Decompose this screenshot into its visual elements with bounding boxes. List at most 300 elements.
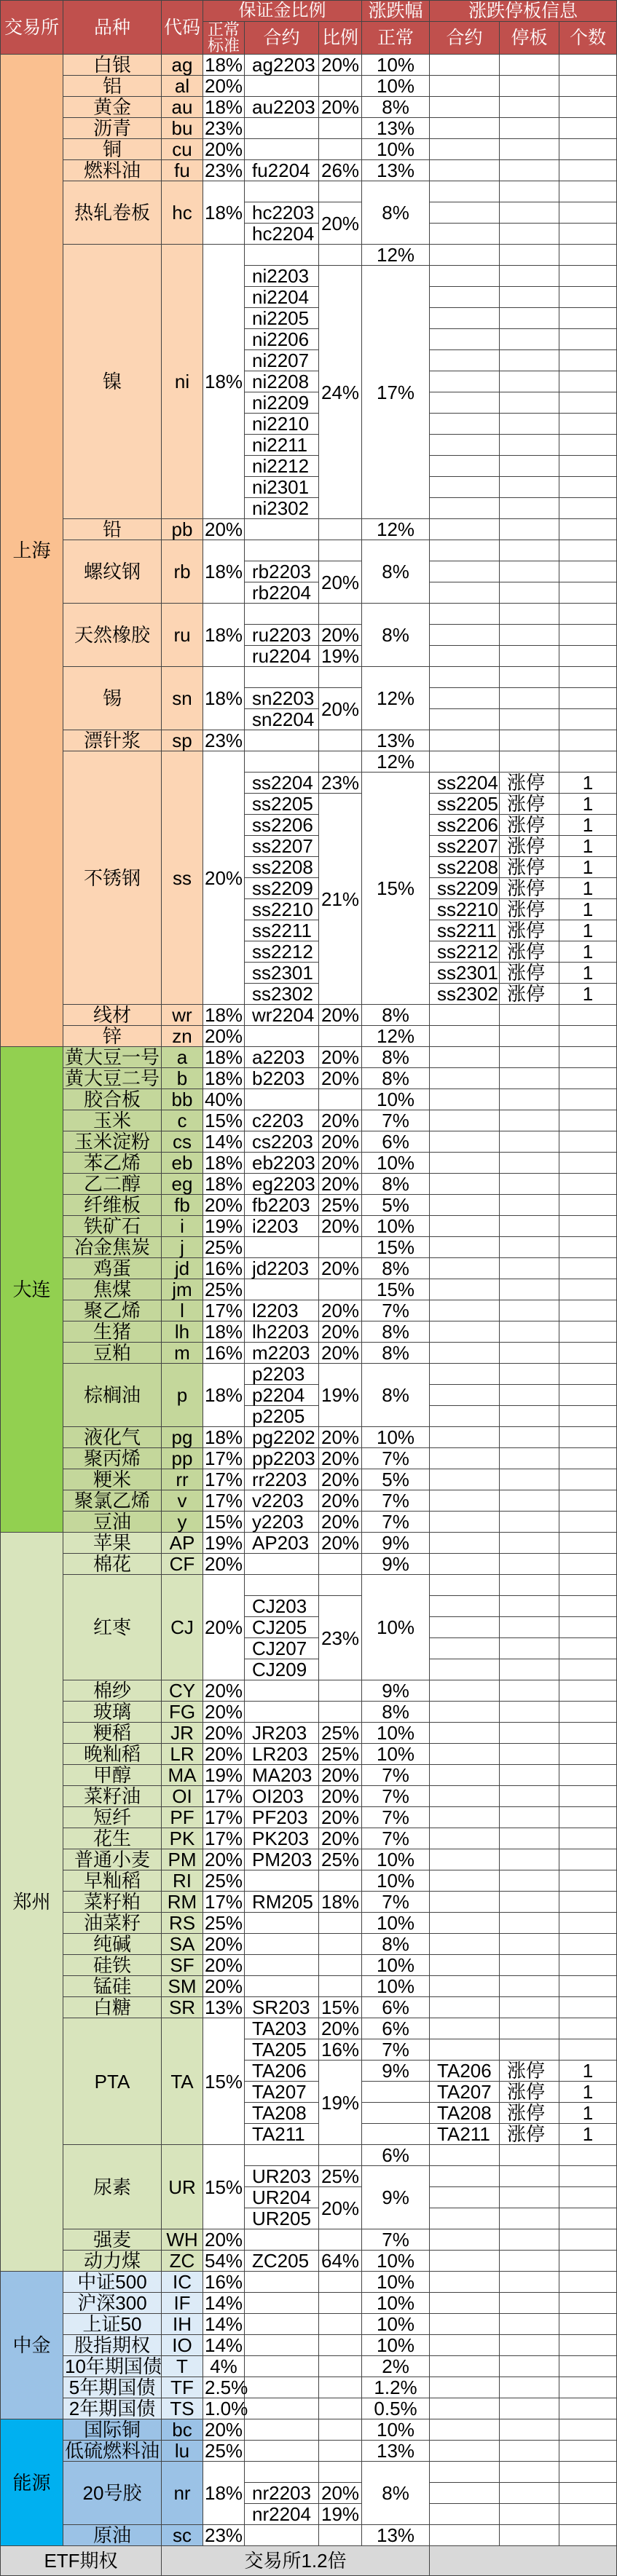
stop-type: 涨停 bbox=[500, 984, 559, 1005]
margin-normal: 17% bbox=[203, 1807, 245, 1828]
variety-name: 黄大豆一号 bbox=[63, 1047, 162, 1068]
limit-normal: 17% bbox=[362, 266, 430, 519]
limit-normal: 10% bbox=[362, 1153, 430, 1174]
stop-count: 1 bbox=[559, 984, 617, 1005]
margin-normal: 23% bbox=[203, 2525, 245, 2546]
stop-count bbox=[559, 1279, 617, 1300]
limit-normal: 15% bbox=[362, 1279, 430, 1300]
margin-normal: 25% bbox=[203, 1913, 245, 1934]
stop-type bbox=[500, 266, 559, 287]
stop-count bbox=[559, 1469, 617, 1490]
contract-cell: UR205 bbox=[245, 2208, 319, 2229]
stop-contract bbox=[430, 1765, 500, 1786]
stop-count bbox=[559, 1258, 617, 1279]
contract-cell: wr2204 bbox=[245, 1005, 319, 1026]
header-limit-normal: 正常 bbox=[362, 22, 430, 55]
variety-code: fb bbox=[162, 1195, 203, 1216]
variety-name: 棉花 bbox=[63, 1554, 162, 1575]
stop-contract bbox=[430, 2419, 500, 2441]
margin-normal: 18% bbox=[203, 1364, 245, 1427]
stop-count: 1 bbox=[559, 941, 617, 963]
limit-normal: 10% bbox=[362, 2293, 430, 2314]
margin-normal: 15% bbox=[203, 1512, 245, 1533]
contract-cell bbox=[245, 1680, 319, 1702]
table-row bbox=[1, 76, 617, 97]
margin-normal: 20% bbox=[203, 1575, 245, 1680]
stop-count bbox=[559, 1976, 617, 1997]
limit-normal bbox=[362, 2103, 430, 2124]
contract-cell: AP203 bbox=[245, 1533, 319, 1554]
ratio-cell bbox=[319, 604, 362, 625]
stop-type bbox=[500, 477, 559, 498]
stop-contract bbox=[430, 245, 500, 266]
variety-code: ni bbox=[162, 245, 203, 519]
variety-name: 白糖 bbox=[63, 1997, 162, 2018]
ratio-cell bbox=[319, 751, 362, 773]
stop-count bbox=[559, 688, 617, 709]
stop-count bbox=[559, 709, 617, 730]
stop-type bbox=[500, 76, 559, 97]
stop-count bbox=[559, 1807, 617, 1828]
header-code: 代码 bbox=[162, 1, 203, 55]
stop-contract bbox=[430, 392, 500, 414]
stop-count bbox=[559, 1026, 617, 1047]
stop-type: 涨停 bbox=[500, 2082, 559, 2103]
table-row bbox=[1, 1258, 617, 1279]
contract-cell bbox=[245, 751, 319, 773]
stop-contract bbox=[430, 1617, 500, 1638]
table-row bbox=[1, 1554, 617, 1575]
stop-count bbox=[559, 2525, 617, 2546]
stop-contract bbox=[430, 1237, 500, 1258]
stop-count bbox=[559, 456, 617, 477]
contract-cell bbox=[245, 1955, 319, 1976]
ratio-cell: 20% bbox=[319, 1469, 362, 1490]
variety-code: IO bbox=[162, 2335, 203, 2356]
contract-cell bbox=[245, 667, 319, 688]
variety-code: SA bbox=[162, 1934, 203, 1955]
stop-count bbox=[559, 2377, 617, 2398]
stop-contract bbox=[430, 224, 500, 245]
stop-type bbox=[500, 1680, 559, 1702]
variety-name: 粳稻 bbox=[63, 1723, 162, 1744]
variety-code: zn bbox=[162, 1026, 203, 1047]
stop-contract bbox=[430, 1828, 500, 1849]
ratio-cell bbox=[319, 1976, 362, 1997]
stop-contract bbox=[430, 1068, 500, 1089]
stop-type: 涨停 bbox=[500, 920, 559, 941]
stop-count bbox=[559, 329, 617, 350]
ratio-cell: 20% bbox=[319, 1047, 362, 1068]
stop-contract bbox=[430, 118, 500, 139]
limit-normal: 8% bbox=[362, 1005, 430, 1026]
ratio-cell bbox=[319, 2314, 362, 2335]
stop-contract bbox=[430, 1659, 500, 1680]
variety-code: c bbox=[162, 1110, 203, 1131]
table-row bbox=[1, 1448, 617, 1469]
stop-type bbox=[500, 245, 559, 266]
stop-contract: ss2207 bbox=[430, 836, 500, 857]
stop-contract bbox=[430, 1026, 500, 1047]
variety-code: bb bbox=[162, 1089, 203, 1110]
margin-normal: 20% bbox=[203, 519, 245, 540]
limit-normal bbox=[362, 2124, 430, 2145]
stop-count bbox=[559, 2356, 617, 2377]
table-row bbox=[1, 1026, 617, 1047]
stop-contract: ss2206 bbox=[430, 815, 500, 836]
table-row bbox=[1, 2525, 617, 2546]
variety-code: b bbox=[162, 1068, 203, 1089]
stop-count bbox=[559, 1638, 617, 1659]
contract-cell bbox=[245, 1089, 319, 1110]
variety-code: cs bbox=[162, 1131, 203, 1153]
margin-normal: 20% bbox=[203, 139, 245, 160]
margin-normal: 20% bbox=[203, 1723, 245, 1744]
ratio-cell: 20% bbox=[319, 1068, 362, 1089]
stop-type bbox=[500, 2314, 559, 2335]
contract-cell bbox=[245, 540, 319, 561]
contract-cell: eb2203 bbox=[245, 1153, 319, 1174]
stop-type bbox=[500, 582, 559, 604]
ratio-cell: 20% bbox=[319, 2187, 362, 2229]
variety-code: IF bbox=[162, 2293, 203, 2314]
table-row bbox=[1, 1512, 617, 1533]
stop-contract bbox=[430, 2272, 500, 2293]
ratio-cell bbox=[319, 118, 362, 139]
stop-type bbox=[500, 1448, 559, 1469]
stop-contract bbox=[430, 498, 500, 519]
table-row bbox=[1, 1237, 617, 1258]
table-row bbox=[1, 1744, 617, 1765]
limit-normal: 10% bbox=[362, 1849, 430, 1870]
margin-normal: 20% bbox=[203, 1554, 245, 1575]
contract-cell: ss2206 bbox=[245, 815, 319, 836]
variety-name: 聚氯乙烯 bbox=[63, 1490, 162, 1512]
variety-code: fu bbox=[162, 160, 203, 181]
contract-cell: pp2203 bbox=[245, 1448, 319, 1469]
contract-cell: ss2301 bbox=[245, 963, 319, 984]
table-row bbox=[1, 55, 617, 76]
limit-normal: 6% bbox=[362, 2145, 430, 2166]
stop-type bbox=[500, 1786, 559, 1807]
contract-cell: nr2204 bbox=[245, 2504, 319, 2525]
table-row bbox=[1, 1807, 617, 1828]
stop-contract bbox=[430, 1174, 500, 1195]
stop-type: 涨停 bbox=[500, 815, 559, 836]
ratio-cell: 20% bbox=[319, 2483, 362, 2504]
contract-cell: ss2208 bbox=[245, 857, 319, 878]
stop-count bbox=[559, 1110, 617, 1131]
variety-name: 油菜籽 bbox=[63, 1913, 162, 1934]
stop-type bbox=[500, 97, 559, 118]
stop-contract bbox=[430, 646, 500, 667]
stop-count bbox=[559, 139, 617, 160]
stop-contract bbox=[430, 1575, 500, 1596]
stop-type bbox=[500, 1596, 559, 1617]
contract-cell: ni2209 bbox=[245, 392, 319, 414]
table-row bbox=[1, 1216, 617, 1237]
ratio-cell bbox=[319, 1955, 362, 1976]
stop-type bbox=[500, 667, 559, 688]
stop-type bbox=[500, 224, 559, 245]
contract-cell: ag2203 bbox=[245, 55, 319, 76]
contract-cell bbox=[245, 2356, 319, 2377]
contract-cell bbox=[245, 2398, 319, 2419]
variety-name: 上证50 bbox=[63, 2314, 162, 2335]
stop-count bbox=[559, 2018, 617, 2039]
stop-type bbox=[500, 1934, 559, 1955]
limit-normal: 15% bbox=[362, 1237, 430, 1258]
ratio-cell: 20% bbox=[319, 55, 362, 76]
stop-contract bbox=[430, 2145, 500, 2166]
stop-count bbox=[559, 1385, 617, 1406]
variety-name: 2年期国债 bbox=[63, 2398, 162, 2419]
limit-normal: 8% bbox=[362, 1068, 430, 1089]
stop-contract: ss2204 bbox=[430, 773, 500, 794]
stop-type bbox=[500, 1849, 559, 1870]
stop-type bbox=[500, 1068, 559, 1089]
stop-contract bbox=[430, 350, 500, 371]
variety-code: CF bbox=[162, 1554, 203, 1575]
table-row bbox=[1, 2377, 617, 2398]
limit-normal: 10% bbox=[362, 2314, 430, 2335]
ratio-cell bbox=[319, 540, 362, 561]
table-row bbox=[1, 1702, 617, 1723]
contract-cell: ss2212 bbox=[245, 941, 319, 963]
contract-cell bbox=[245, 604, 319, 625]
margin-normal: 23% bbox=[203, 118, 245, 139]
stop-contract bbox=[430, 1279, 500, 1300]
limit-normal: 10% bbox=[362, 1723, 430, 1744]
stop-contract: ss2302 bbox=[430, 984, 500, 1005]
stop-contract: TA207 bbox=[430, 2082, 500, 2103]
limit-normal: 6% bbox=[362, 1997, 430, 2018]
stop-count bbox=[559, 1343, 617, 1364]
margin-normal: 19% bbox=[203, 1765, 245, 1786]
stop-count bbox=[559, 2145, 617, 2166]
limit-normal: 10% bbox=[362, 2335, 430, 2356]
contract-cell bbox=[245, 2377, 319, 2398]
limit-normal: 10% bbox=[362, 2272, 430, 2293]
stop-contract bbox=[430, 2483, 500, 2504]
contract-cell: ni2207 bbox=[245, 350, 319, 371]
ratio-cell bbox=[319, 2272, 362, 2293]
variety-code: jm bbox=[162, 1279, 203, 1300]
variety-code: lh bbox=[162, 1321, 203, 1343]
variety-code: PM bbox=[162, 1849, 203, 1870]
limit-normal: 7% bbox=[362, 1786, 430, 1807]
stop-type bbox=[500, 1997, 559, 2018]
margin-normal: 19% bbox=[203, 1533, 245, 1554]
table-row bbox=[1, 1427, 617, 1448]
variety-name: 10年期国债 bbox=[63, 2356, 162, 2377]
stop-count bbox=[559, 1659, 617, 1680]
contract-cell: TA207 bbox=[245, 2082, 319, 2103]
stop-count bbox=[559, 435, 617, 456]
table-row bbox=[1, 1068, 617, 1089]
stop-contract: ss2208 bbox=[430, 857, 500, 878]
contract-cell: TA206 bbox=[245, 2061, 319, 2082]
table-row bbox=[1, 1955, 617, 1976]
ratio-cell: 20% bbox=[319, 1427, 362, 1448]
limit-normal: 12% bbox=[362, 245, 430, 266]
table-row bbox=[1, 540, 617, 561]
ratio-cell bbox=[319, 2377, 362, 2398]
etf-name: ETF期权 bbox=[1, 2546, 162, 2576]
stop-contract: TA206 bbox=[430, 2061, 500, 2082]
contract-cell: p2204 bbox=[245, 1385, 319, 1406]
limit-normal: 10% bbox=[362, 76, 430, 97]
stop-contract bbox=[430, 519, 500, 540]
stop-type bbox=[500, 2145, 559, 2166]
table-row bbox=[1, 1997, 617, 2018]
header-limit-stop: 停板 bbox=[500, 22, 559, 55]
stop-type bbox=[500, 1195, 559, 1216]
contract-cell: ni2204 bbox=[245, 287, 319, 308]
margin-normal: 20% bbox=[203, 1934, 245, 1955]
contract-cell: UR203 bbox=[245, 2166, 319, 2187]
stop-type bbox=[500, 730, 559, 751]
margin-normal: 20% bbox=[203, 1026, 245, 1047]
limit-normal: 10% bbox=[362, 1870, 430, 1892]
stop-contract bbox=[430, 1596, 500, 1617]
margin-normal: 23% bbox=[203, 160, 245, 181]
contract-cell: ss2302 bbox=[245, 984, 319, 1005]
stop-contract bbox=[430, 456, 500, 477]
header-limit-contract: 合约 bbox=[430, 22, 500, 55]
stop-count bbox=[559, 2272, 617, 2293]
stop-count: 1 bbox=[559, 773, 617, 794]
ratio-cell bbox=[319, 1089, 362, 1110]
stop-count: 1 bbox=[559, 2061, 617, 2082]
contract-cell bbox=[245, 1934, 319, 1955]
variety-name: 菜籽粕 bbox=[63, 1892, 162, 1913]
exchange-cell: 能源 bbox=[1, 2419, 63, 2546]
stop-count bbox=[559, 2483, 617, 2504]
stop-count: 1 bbox=[559, 920, 617, 941]
variety-name: 铜 bbox=[63, 139, 162, 160]
margin-normal: 17% bbox=[203, 1786, 245, 1807]
limit-normal: 7% bbox=[362, 1765, 430, 1786]
ratio-cell: 20% bbox=[319, 1828, 362, 1849]
limit-normal: 10% bbox=[362, 2251, 430, 2272]
stop-contract bbox=[430, 1997, 500, 2018]
contract-cell: b2203 bbox=[245, 1068, 319, 1089]
contract-cell bbox=[245, 730, 319, 751]
variety-name: 锌 bbox=[63, 1026, 162, 1047]
variety-name: 镍 bbox=[63, 245, 162, 519]
stop-type bbox=[500, 1110, 559, 1131]
variety-name: 尿素 bbox=[63, 2145, 162, 2229]
ratio-cell bbox=[319, 730, 362, 751]
variety-code: ss bbox=[162, 751, 203, 1005]
contract-cell: UR204 bbox=[245, 2187, 319, 2208]
contract-cell bbox=[245, 1026, 319, 1047]
table-row bbox=[1, 2419, 617, 2441]
stop-type: 涨停 bbox=[500, 963, 559, 984]
table-row bbox=[1, 1131, 617, 1153]
ratio-cell: 25% bbox=[319, 1723, 362, 1744]
stop-contract bbox=[430, 329, 500, 350]
contract-cell: ni2208 bbox=[245, 371, 319, 392]
contract-cell: RM205 bbox=[245, 1892, 319, 1913]
stop-type bbox=[500, 1575, 559, 1596]
stop-type bbox=[500, 350, 559, 371]
stop-type bbox=[500, 1406, 559, 1427]
variety-name: 菜籽油 bbox=[63, 1786, 162, 1807]
limit-normal: 7% bbox=[362, 1490, 430, 1512]
variety-code: cu bbox=[162, 139, 203, 160]
table-row bbox=[1, 1174, 617, 1195]
limit-normal: 10% bbox=[362, 1913, 430, 1934]
stop-type bbox=[500, 2356, 559, 2377]
variety-code: ru bbox=[162, 604, 203, 667]
contract-cell bbox=[245, 2314, 319, 2335]
stop-contract bbox=[430, 139, 500, 160]
limit-normal: 8% bbox=[362, 1321, 430, 1343]
stop-type bbox=[500, 2483, 559, 2504]
limit-normal: 10% bbox=[362, 1744, 430, 1765]
stop-type bbox=[500, 308, 559, 329]
stop-count bbox=[559, 2441, 617, 2462]
contract-cell: MA203 bbox=[245, 1765, 319, 1786]
contract-cell bbox=[245, 139, 319, 160]
table-row bbox=[1, 1005, 617, 1026]
contract-cell: ss2209 bbox=[245, 878, 319, 899]
contract-cell bbox=[245, 1976, 319, 1997]
ratio-cell bbox=[319, 139, 362, 160]
variety-name: 铅 bbox=[63, 519, 162, 540]
margin-normal: 17% bbox=[203, 1490, 245, 1512]
limit-normal bbox=[362, 2082, 430, 2103]
stop-contract bbox=[430, 202, 500, 224]
stop-count bbox=[559, 540, 617, 561]
stop-count bbox=[559, 287, 617, 308]
stop-contract bbox=[430, 2525, 500, 2546]
contract-cell: fu2204 bbox=[245, 160, 319, 181]
ratio-cell bbox=[319, 2441, 362, 2462]
limit-normal: 13% bbox=[362, 2441, 430, 2462]
contract-cell: CJ207 bbox=[245, 1638, 319, 1659]
stop-type bbox=[500, 1659, 559, 1680]
ratio-cell: 20% bbox=[319, 1512, 362, 1533]
stop-count bbox=[559, 751, 617, 773]
margin-normal: 18% bbox=[203, 97, 245, 118]
stop-count bbox=[559, 604, 617, 625]
stop-contract bbox=[430, 287, 500, 308]
table-row bbox=[1, 1343, 617, 1364]
stop-contract: TA211 bbox=[430, 2124, 500, 2145]
variety-name: 硅铁 bbox=[63, 1955, 162, 1976]
variety-code: eb bbox=[162, 1153, 203, 1174]
limit-normal: 5% bbox=[362, 1195, 430, 1216]
stop-contract: ss2209 bbox=[430, 878, 500, 899]
limit-normal: 8% bbox=[362, 1047, 430, 1068]
limit-normal: 9% bbox=[362, 2061, 430, 2082]
stop-type bbox=[500, 2251, 559, 2272]
margin-normal: 18% bbox=[203, 540, 245, 604]
margin-normal: 15% bbox=[203, 1110, 245, 1131]
stop-contract bbox=[430, 1110, 500, 1131]
ratio-cell bbox=[319, 1575, 362, 1596]
variety-name: 苯乙烯 bbox=[63, 1153, 162, 1174]
contract-cell: ni2302 bbox=[245, 498, 319, 519]
contract-cell: ni2203 bbox=[245, 266, 319, 287]
stop-count bbox=[559, 2293, 617, 2314]
ratio-cell bbox=[319, 1680, 362, 1702]
stop-count bbox=[559, 1406, 617, 1427]
stop-contract bbox=[430, 730, 500, 751]
